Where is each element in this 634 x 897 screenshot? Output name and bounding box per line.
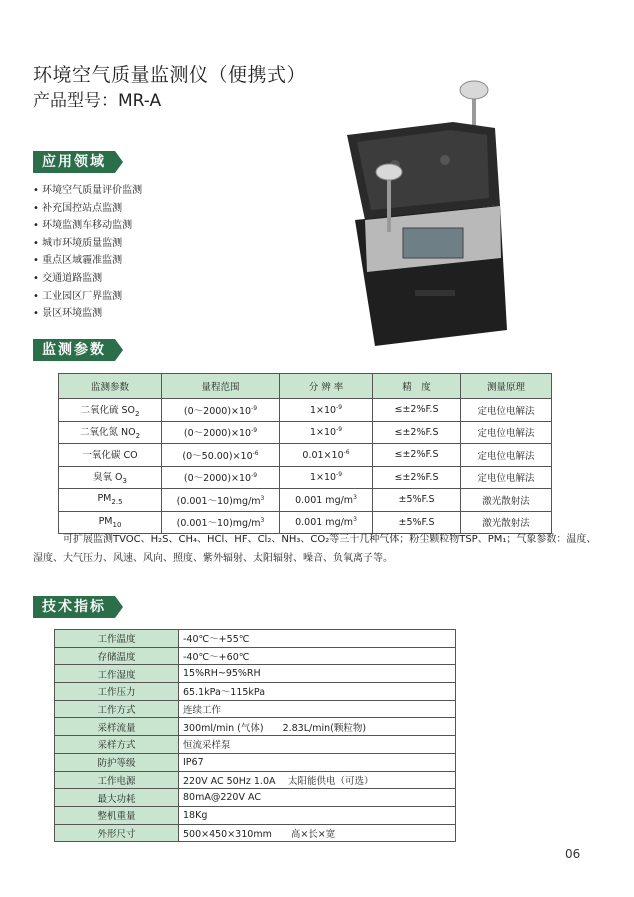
column-header: 测量原理	[461, 374, 552, 399]
list-item: • 环境空气质量评价监测	[33, 182, 142, 200]
table-row	[55, 683, 456, 701]
table-row	[59, 444, 552, 467]
param-range: $(0\sim 2000)\times 10^{-9}$	[162, 421, 280, 444]
param-principle: 激光散射法	[461, 511, 552, 534]
spec-value: -40℃～+60℃	[179, 647, 456, 665]
spec-label: 工作温度	[55, 630, 179, 648]
param-accuracy: ±5%F.S	[373, 511, 461, 534]
param-resolution: $1\times 10^{-9}$	[280, 399, 373, 422]
param-principle: 定电位电解法	[461, 444, 552, 467]
spec-label: 采样方式	[55, 736, 179, 754]
applications-list	[33, 182, 142, 323]
table-row	[55, 700, 456, 718]
param-resolution: 0.001 $mg/m^3$	[280, 489, 373, 512]
table-row	[59, 466, 552, 489]
param-range: $(0.001\sim 10)mg/m^3$	[162, 511, 280, 534]
param-resolution: $1\times 10^{-9}$	[280, 421, 373, 444]
spec-label: 工作电源	[55, 771, 179, 789]
param-resolution: $0.01\times 10^{-6}$	[280, 444, 373, 467]
spec-value: 300ml/min (气体) 2.83L/min(颗粒物)	[179, 718, 456, 736]
specs-table	[54, 629, 456, 842]
column-header: 量程范围	[162, 374, 280, 399]
list-item: • 景区环境监测	[33, 305, 142, 323]
table-row	[55, 647, 456, 665]
spec-value: 连续工作	[179, 700, 456, 718]
table-row	[59, 421, 552, 444]
param-range: $(0\sim 2000)\times 10^{-9}$	[162, 399, 280, 422]
product-model: 产品型号：MR-A	[33, 91, 162, 111]
param-name: 二氧化氮 $NO_2$	[59, 421, 162, 444]
spec-label: 外形尺寸	[55, 824, 179, 842]
spec-value: 220V AC 50Hz 1.0A 太阳能供电（可选）	[179, 771, 456, 789]
table-row	[55, 665, 456, 683]
param-name: 一氧化碳 CO	[59, 444, 162, 467]
spec-label: 工作方式	[55, 700, 179, 718]
list-item: • 工业园区厂界监测	[33, 288, 142, 306]
device-image	[335, 80, 521, 350]
spec-label: 工作湿度	[55, 665, 179, 683]
spec-value: 80mA@220V AC	[179, 789, 456, 807]
spec-value: 65.1kPa～115kPa	[179, 683, 456, 701]
table-row	[55, 824, 456, 842]
list-item: • 补充国控站点监测	[33, 200, 142, 218]
table-row	[55, 630, 456, 648]
table-row	[55, 771, 456, 789]
spec-value: IP67	[179, 753, 456, 771]
specs-heading: 技术指标	[33, 596, 115, 618]
param-range: $(0\sim 50.00)\times 10^{-6}$	[162, 444, 280, 467]
spec-value: 18Kg	[179, 806, 456, 824]
param-range: $(0.001\sim 10)mg/m^3$	[162, 489, 280, 512]
list-item: • 城市环境质量监测	[33, 235, 142, 253]
spec-value: 15%RH~95%RH	[179, 665, 456, 683]
parameters-table	[58, 373, 552, 534]
param-accuracy: ≤±2%F.S	[373, 444, 461, 467]
param-resolution: 0.001 $mg/m^3$	[280, 511, 373, 534]
list-item: • 交通道路监测	[33, 270, 142, 288]
table-row	[55, 806, 456, 824]
table-row	[59, 489, 552, 512]
param-principle: 定电位电解法	[461, 399, 552, 422]
column-header: 精 度	[373, 374, 461, 399]
param-range: $(0\sim 2000)\times 10^{-9}$	[162, 466, 280, 489]
table-row	[55, 736, 456, 754]
param-name: $PM_{2.5}$	[59, 489, 162, 512]
param-principle: 激光散射法	[461, 489, 552, 512]
list-item: • 重点区域霾准监测	[33, 252, 142, 270]
table-row	[59, 399, 552, 422]
page-number: 06	[565, 847, 581, 861]
param-name: 臭氧 $O_3$	[59, 466, 162, 489]
spec-value: 500×450×310mm 高×长×宽	[179, 824, 456, 842]
param-accuracy: ±5%F.S	[373, 489, 461, 512]
column-header: 监测参数	[59, 374, 162, 399]
param-accuracy: ≤±2%F.S	[373, 399, 461, 422]
applications-heading: 应用领域	[33, 151, 115, 173]
spec-label: 存储温度	[55, 647, 179, 665]
table-row	[55, 718, 456, 736]
param-accuracy: ≤±2%F.S	[373, 421, 461, 444]
param-accuracy: ≤±2%F.S	[373, 466, 461, 489]
spec-label: 采样流量	[55, 718, 179, 736]
spec-label: 最大功耗	[55, 789, 179, 807]
spec-label: 工作压力	[55, 683, 179, 701]
param-principle: 定电位电解法	[461, 466, 552, 489]
column-header: 分 辨 率	[280, 374, 373, 399]
table-row	[55, 789, 456, 807]
page-title: 环境空气质量监测仪（便携式）	[33, 64, 307, 86]
parameters-heading: 监测参数	[33, 339, 115, 361]
param-name: $PM_{10}$	[59, 511, 162, 534]
spec-label: 防护等级	[55, 753, 179, 771]
spec-value: 恒流采样泵	[179, 736, 456, 754]
list-item: • 环境监测车移动监测	[33, 217, 142, 235]
param-resolution: $1\times 10^{-9}$	[280, 466, 373, 489]
spec-label: 整机重量	[55, 806, 179, 824]
spec-value: -40℃～+55℃	[179, 630, 456, 648]
param-principle: 定电位电解法	[461, 421, 552, 444]
extension-note: 可扩展监测TVOC、H₂S、CH₄、HCl、HF、Cl₂、NH₃、CO₂等三十几种气体；粉尘颗粒物TSP、PM₁；气象参数：温度、湿度、大气压力、风速、风向、照度、紫外辐射、太阳辐射、噪音、负氧离子等。	[33, 534, 597, 564]
table-row	[55, 753, 456, 771]
param-name: 二氧化硫 $SO_2$	[59, 399, 162, 422]
